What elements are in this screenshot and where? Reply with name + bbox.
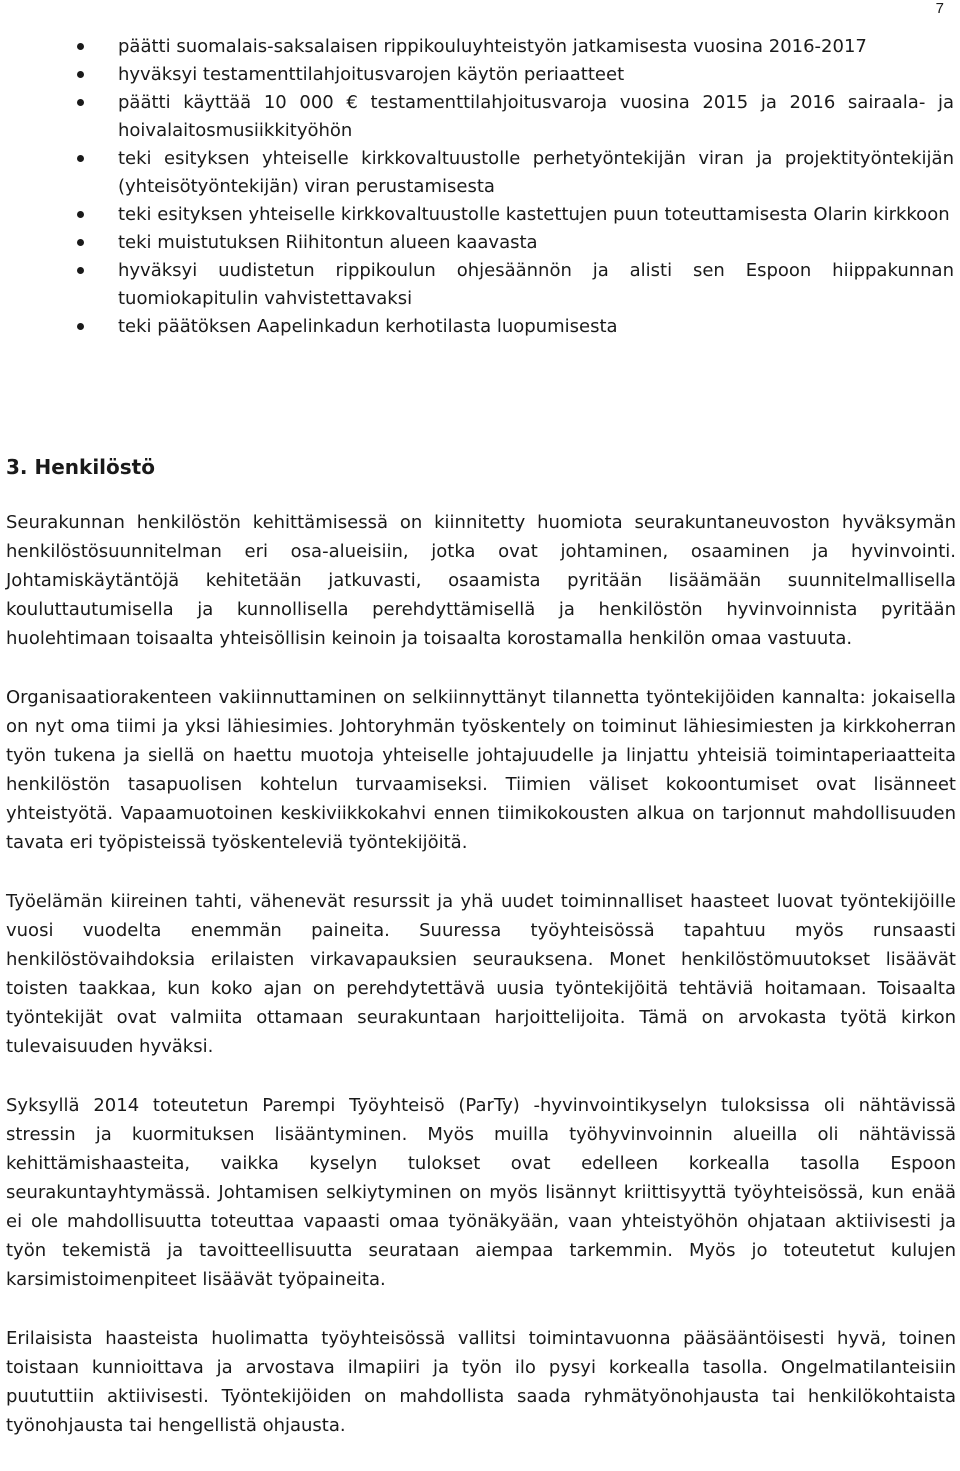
- page-number: 7: [935, 0, 944, 17]
- bullet-icon: [77, 323, 84, 330]
- paragraph: Seurakunnan henkilöstön kehittämisessä on kiinnitetty huomiota seurakuntaneuvoston hyväksymän henkilöstösuunnitelman eri osa-alueisiin, jotka ovat johtaminen, osaaminen ja hyvinvointi. Johtamiskäytäntöjä kehitetään jatkuvasti, osaamista pyritään lisäämään suunnitelmallisella kouluttautumisella ja kunnollisella perehdyttämisellä ja henkilöstön hyvinvoinnista pyritään huolehtimaan toisaalta yhteisöllisin keinoin ja toisaalta korostamalla henkilön omaa vastuuta.: [6, 512, 956, 649]
- bullet-icon: [77, 211, 84, 218]
- bullet-icon: [77, 71, 84, 78]
- paragraph: Organisaatiorakenteen vakiinnuttaminen on selkiinnyttänyt tilannetta työntekijöiden kannalta: jokaisella on nyt oma tiimi ja yksi lähiesimies. Johtoryhmän työskentely on toiminut lähiesimiesten ja kirkkoherran työn tukena ja siellä on haettu muotoja yhteiselle johtajuudelle ja linjattu yhteisiä toimintaperiaatteita henkilöstön tasapuolisen kohtelun turvaamiseksi. Tiimien väliset kokoontumiset ovat lisänneet yhteistyötä. Vapaamuotoinen keskiviikkokahvi ennen tiimikokousten alkua on tarjonnut mahdollisuuden tavata eri työpisteissä työskenteleviä työntekijöitä.: [6, 687, 956, 853]
- bullet-icon: [77, 99, 84, 106]
- list-item-text: teki muistutuksen Riihitontun alueen kaavasta: [118, 232, 538, 253]
- paragraph: Erilaisista haasteista huolimatta työyhteisössä vallitsi toimintavuonna pääsääntöisesti hyvä, toinen toistaan kunnioittava ja arvostava ilmapiiri ja työn ilo pysyi korkealla tasolla. Ongelmatilanteisiin puututtiin aktiivisesti. Työntekijöiden on mahdollista saada ryhmätyönohjausta tai henkilökohtaista työnohjausta tai hengellistä ohjausta.: [6, 1328, 956, 1436]
- bullet-icon: [77, 239, 84, 246]
- list-item-text: hyväksyi uudistetun rippikoulun ohjesäännön ja alisti sen Espoon hiippakunnan tuomiokapitulin vahvistettavaksi: [118, 260, 954, 309]
- list-item: [0, 201, 960, 229]
- list-item: [0, 89, 960, 145]
- list-item: [0, 257, 960, 313]
- list-item-text: teki esityksen yhteiselle kirkkovaltuustolle kastettujen puun toteuttamisesta Olarin kirkkoon: [118, 204, 950, 225]
- list-item: [0, 313, 960, 341]
- list-item: [0, 145, 960, 201]
- list-item: [0, 229, 960, 257]
- bullet-icon: [77, 43, 84, 50]
- list-item: [0, 61, 960, 89]
- bullet-icon: [77, 267, 84, 274]
- decision-list: [0, 33, 960, 341]
- list-item-text: päätti suomalais-saksalaisen rippikouluyhteistyön jatkamisesta vuosina 2016-2017: [118, 36, 867, 57]
- paragraph: Syksyllä 2014 toteutetun Parempi Työyhteisö (ParTy) -hyvinvointikyselyn tuloksissa oli nähtävissä stressin ja kuormituksen lisääntyminen. Myös muilla työhyvinvoinnin alueilla oli nähtävissä kehittämishaasteita, vaikka kyselyn tulokset ovat edelleen korkealla tasolla Espoon seurakuntayhtymässä. Johtamisen selkiytyminen on myös lisännyt kriittisyyttä työyhteisössä, kun enää ei ole mahdollisuutta toteuttaa vapaasti omaa työnäkyään, vaan yhteistyöhön ohjataan aktiivisesti ja työn tekemistä ja tavoitteellisuutta seurataan aiempaa tarkemmin. Myös jo toteutetut kulujen karsimistoimenpiteet lisäävät työpaineita.: [6, 1095, 956, 1290]
- list-item-text: teki esityksen yhteiselle kirkkovaltuustolle perhetyöntekijän viran ja projektityöntekijän (yhteisötyöntekijän) viran perustamisesta: [118, 148, 954, 197]
- list-item-text: hyväksyi testamenttilahjoitusvarojen käytön periaatteet: [118, 64, 625, 85]
- section-body: [6, 508, 956, 1470]
- list-item-text: päätti käyttää 10 000 € testamenttilahjoitusvaroja vuosina 2015 ja 2016 sairaala- ja hoivalaitosmusiikkityöhön: [118, 92, 954, 141]
- bullet-icon: [77, 155, 84, 162]
- paragraph: Työelämän kiireinen tahti, vähenevät resurssit ja yhä uudet toiminnalliset haasteet luovat työntekijöille vuosi vuodelta enemmän paineita. Suuressa työyhteisössä tapahtuu myös runsaasti henkilöstövaihdoksia erilaisten virkavapauksien seurauksena. Monet henkilöstömuutokset lisäävät toisten taakkaa, kun koko ajan on perehdytettävä uusia työntekijöitä tehtäviä hoitamaan. Toisaalta työntekijät ovat valmiita ottamaan seurakuntaan harjoittelijoita. Tämä on arvokasta työtä kirkon tulevaisuuden hyväksi.: [6, 891, 956, 1057]
- section-heading: 3. Henkilöstö: [6, 455, 155, 479]
- list-item: [0, 33, 960, 61]
- list-item-text: teki päätöksen Aapelinkadun kerhotilasta luopumisesta: [118, 316, 618, 337]
